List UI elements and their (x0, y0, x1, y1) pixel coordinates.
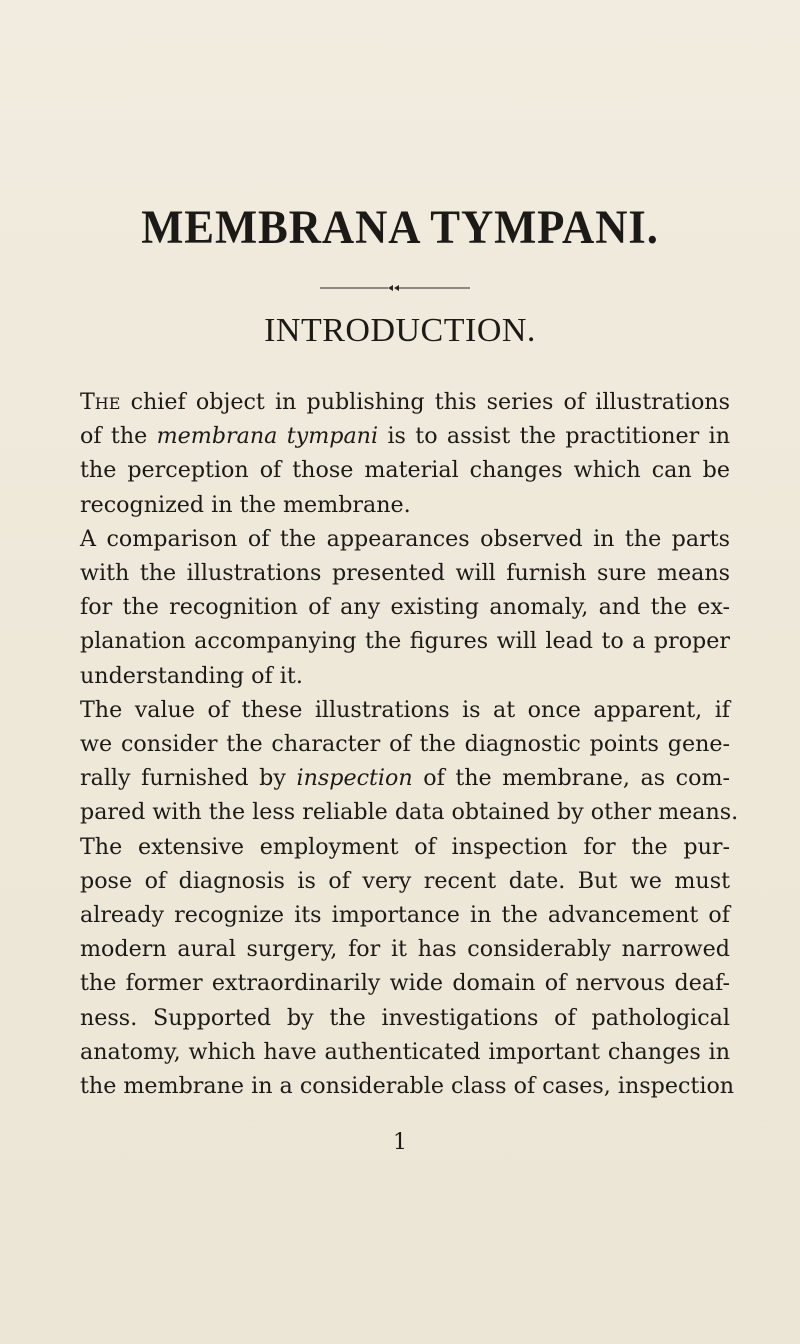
ornament-rule (320, 283, 470, 293)
body-text (80, 385, 739, 1103)
text-line: pared with the less reliable data obtained by other means. (80, 799, 739, 826)
text-line: for the recognition of any existing anomaly, and the ex- (80, 594, 730, 621)
text-line: modern aural surgery, for it has considerably narrowed (80, 936, 730, 963)
text-line: understanding of it. (80, 662, 303, 689)
text-line: the membrane in a considerable class of cases, inspection (80, 1073, 735, 1100)
text-line: ness. Supported by the investigations of pathological (80, 1004, 730, 1031)
text-line: of the membrana tympani is to assist the practitioner in (80, 423, 730, 450)
text-line: recognized in the membrane. (80, 491, 411, 518)
emphasis: membrana tympani (156, 423, 379, 450)
text-line: the perception of those material changes which can be (80, 457, 730, 484)
text-line: planation accompanying the figures will lead to a proper (80, 628, 730, 655)
drop-word: The (80, 389, 121, 415)
emphasis: inspection (296, 765, 413, 792)
text-line: anatomy, which have authenticated important changes in (80, 1038, 730, 1065)
section-heading: INTRODUCTION. (264, 312, 536, 349)
page-title: MEMBRANA TYMPANI. (141, 201, 659, 254)
text-line: rally furnished by inspection of the membrane, as com- (80, 765, 730, 792)
text-line: with the illustrations presented will furnish sure means (80, 560, 730, 587)
text-line: already recognize its importance in the advancement of (80, 902, 730, 929)
text-line: The value of these illustrations is at once apparent, if (80, 696, 730, 723)
text-line: A comparison of the appearances observed in the parts (80, 525, 730, 552)
text-line: we consider the character of the diagnostic points gene- (80, 731, 730, 758)
page-number: 1 (393, 1130, 407, 1155)
text-line: pose of diagnosis is of very recent date. But we must (80, 867, 730, 894)
text-line: the former extraordinarily wide domain of nervous deaf- (80, 970, 730, 997)
text-line: The extensive employment of inspection for the pur- (80, 833, 730, 860)
text-line: The chief object in publishing this series of illustrations (80, 389, 730, 415)
